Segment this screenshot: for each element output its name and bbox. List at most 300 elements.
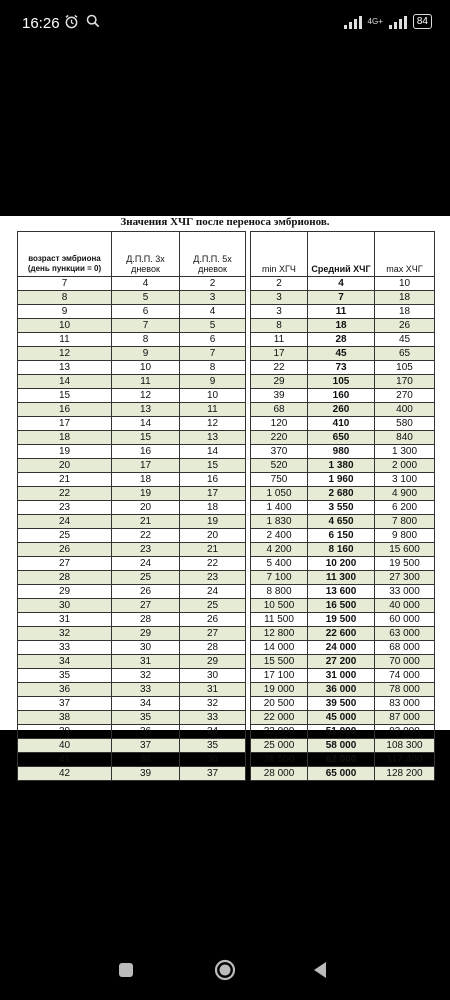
min-hcg-cell: 12 800: [251, 627, 308, 641]
alarm-icon: [64, 14, 79, 33]
avg-hcg-cell: 10 200: [308, 557, 375, 571]
dpp3-cell: 32: [112, 669, 180, 683]
dpp5-cell: 12: [180, 417, 246, 431]
dpp5-cell: 16: [180, 473, 246, 487]
max-hcg-cell: 128 200: [375, 767, 435, 781]
age-cell: 23: [18, 501, 112, 515]
table-row: [18, 417, 246, 431]
min-hcg-cell: 19 000: [251, 683, 308, 697]
table-row: [18, 361, 246, 375]
max-hcg-cell: 63 000: [375, 627, 435, 641]
table-row: [18, 389, 246, 403]
min-hcg-cell: 3: [251, 305, 308, 319]
min-hcg-cell: 1 400: [251, 501, 308, 515]
age-cell: 20: [18, 459, 112, 473]
age-cell: 31: [18, 613, 112, 627]
home-icon: [214, 959, 236, 981]
avg-hcg-cell: 36 000: [308, 683, 375, 697]
avg-hcg-cell: 27 200: [308, 655, 375, 669]
dpp5-cell: 14: [180, 445, 246, 459]
search-icon: [86, 14, 100, 32]
age-cell: 40: [18, 739, 112, 753]
dpp5-cell: 17: [180, 487, 246, 501]
table-row: [251, 613, 435, 627]
table-row: [18, 599, 246, 613]
dpp5-cell: 15: [180, 459, 246, 473]
max-hcg-cell: 9 800: [375, 529, 435, 543]
dpp3-cell: 35: [112, 711, 180, 725]
age-cell: 12: [18, 347, 112, 361]
dpp3-cell: 26: [112, 585, 180, 599]
age-cell: 10: [18, 319, 112, 333]
min-hcg-cell: 20 500: [251, 697, 308, 711]
battery-level: 84: [413, 14, 432, 29]
dpp3-cell: 31: [112, 655, 180, 669]
table-row: [18, 697, 246, 711]
max-hcg-cell: 6 200: [375, 501, 435, 515]
avg-hcg-cell: 28: [308, 333, 375, 347]
max-hcg-cell: 40 000: [375, 599, 435, 613]
signal-icon: [344, 15, 362, 29]
table-row: [251, 277, 435, 291]
avg-hcg-cell: 11: [308, 305, 375, 319]
max-hcg-cell: 1 300: [375, 445, 435, 459]
age-cell: 18: [18, 431, 112, 445]
dpp3-cell: 10: [112, 361, 180, 375]
age-cell: 11: [18, 333, 112, 347]
table-row: [18, 277, 246, 291]
home-button[interactable]: [211, 956, 239, 984]
dpp3-cell: 15: [112, 431, 180, 445]
dpp3-cell: 25: [112, 571, 180, 585]
dpp3-cell: 17: [112, 459, 180, 473]
dpp3-cell: 4: [112, 277, 180, 291]
dpp3-cell: 30: [112, 641, 180, 655]
max-hcg-cell: 15 600: [375, 543, 435, 557]
status-icons: [344, 14, 432, 29]
dpp3-cell: 5: [112, 291, 180, 305]
table-row: [18, 431, 246, 445]
max-hcg-cell: 170: [375, 375, 435, 389]
table-row: [251, 305, 435, 319]
dpp5-cell: 5: [180, 319, 246, 333]
table-row: [18, 739, 246, 753]
age-cell: 17: [18, 417, 112, 431]
min-hcg-cell: 2: [251, 277, 308, 291]
avg-hcg-cell: 7: [308, 291, 375, 305]
avg-hcg-cell: 4: [308, 277, 375, 291]
table-row: [251, 473, 435, 487]
status-bar: [0, 0, 450, 48]
avg-hcg-cell: 51 000: [308, 725, 375, 739]
max-hcg-cell: 2 000: [375, 459, 435, 473]
dpp3-cell: 20: [112, 501, 180, 515]
table-row: [18, 333, 246, 347]
table-row: [18, 767, 246, 781]
max-hcg-cell: 87 000: [375, 711, 435, 725]
avg-hcg-cell: 3 550: [308, 501, 375, 515]
max-hcg-cell: 7 800: [375, 515, 435, 529]
dpp5-cell: 24: [180, 585, 246, 599]
dpp5-cell: 28: [180, 641, 246, 655]
age-cell: 36: [18, 683, 112, 697]
max-hcg-cell: 65: [375, 347, 435, 361]
dpp5-cell: 20: [180, 529, 246, 543]
dpp5-cell: 23: [180, 571, 246, 585]
min-hcg-cell: 370: [251, 445, 308, 459]
table-row: [18, 487, 246, 501]
table-row: [18, 501, 246, 515]
table-row: [18, 557, 246, 571]
dpp3-cell: 23: [112, 543, 180, 557]
document-title: Значения ХЧГ после переноса эмбрионов.: [120, 216, 330, 228]
min-hcg-cell: 120: [251, 417, 308, 431]
table-row: [18, 305, 246, 319]
dpp5-cell: 7: [180, 347, 246, 361]
dpp5-cell: 31: [180, 683, 246, 697]
header-min: min ХГЧ: [251, 232, 308, 277]
avg-hcg-cell: 8 160: [308, 543, 375, 557]
table-row: [18, 683, 246, 697]
age-cell: 8: [18, 291, 112, 305]
max-hcg-cell: 840: [375, 431, 435, 445]
dpp5-cell: 27: [180, 627, 246, 641]
avg-hcg-cell: 4 650: [308, 515, 375, 529]
dpp5-cell: 9: [180, 375, 246, 389]
dpp3-cell: 6: [112, 305, 180, 319]
table-header-row: [18, 232, 246, 277]
dpp3-cell: 14: [112, 417, 180, 431]
min-hcg-cell: 220: [251, 431, 308, 445]
dpp3-cell: 22: [112, 529, 180, 543]
table-row: [251, 543, 435, 557]
avg-hcg-cell: 65 000: [308, 767, 375, 781]
dpp3-cell: 8: [112, 333, 180, 347]
avg-hcg-cell: 410: [308, 417, 375, 431]
status-time: 16:26: [22, 15, 60, 32]
age-cell: 37: [18, 697, 112, 711]
age-cell: 24: [18, 515, 112, 529]
table-row: [18, 291, 246, 305]
dpp5-cell: 33: [180, 711, 246, 725]
min-hcg-cell: 11: [251, 333, 308, 347]
age-cell: 41: [18, 753, 112, 767]
table-row: [251, 753, 435, 767]
min-hcg-cell: 750: [251, 473, 308, 487]
age-cell: 16: [18, 403, 112, 417]
table-row: [18, 613, 246, 627]
min-hcg-cell: 1 830: [251, 515, 308, 529]
max-hcg-cell: 400: [375, 403, 435, 417]
age-cell: 38: [18, 711, 112, 725]
age-cell: 7: [18, 277, 112, 291]
dpp5-cell: 25: [180, 599, 246, 613]
min-hcg-cell: 28 000: [251, 767, 308, 781]
table-row: [251, 655, 435, 669]
dpp5-cell: 30: [180, 669, 246, 683]
table-row: [18, 459, 246, 473]
back-button[interactable]: [306, 956, 334, 984]
min-hcg-cell: 520: [251, 459, 308, 473]
age-cell: 13: [18, 361, 112, 375]
table-row: [251, 333, 435, 347]
max-hcg-cell: 270: [375, 389, 435, 403]
dpp5-cell: 4: [180, 305, 246, 319]
min-hcg-cell: 68: [251, 403, 308, 417]
age-cell: 29: [18, 585, 112, 599]
table-row: [251, 529, 435, 543]
dpp3-cell: 34: [112, 697, 180, 711]
max-hcg-cell: 19 500: [375, 557, 435, 571]
min-hcg-cell: 29: [251, 375, 308, 389]
avg-hcg-cell: 160: [308, 389, 375, 403]
max-hcg-cell: 4 900: [375, 487, 435, 501]
dpp5-cell: 22: [180, 557, 246, 571]
navigation-bar: [0, 940, 450, 1000]
header-dpp3: Д.П.П. 3х дневок: [112, 232, 180, 277]
dpp5-cell: 2: [180, 277, 246, 291]
dpp3-cell: 27: [112, 599, 180, 613]
avg-hcg-cell: 105: [308, 375, 375, 389]
max-hcg-cell: 33 000: [375, 585, 435, 599]
age-cell: 15: [18, 389, 112, 403]
dpp3-cell: 18: [112, 473, 180, 487]
age-cell: 14: [18, 375, 112, 389]
table-row: [251, 585, 435, 599]
dpp3-cell: 12: [112, 389, 180, 403]
max-hcg-cell: 26: [375, 319, 435, 333]
dpp3-cell: 7: [112, 319, 180, 333]
max-hcg-cell: 68 000: [375, 641, 435, 655]
age-cell: 42: [18, 767, 112, 781]
table-row: [251, 571, 435, 585]
max-hcg-cell: 60 000: [375, 613, 435, 627]
avg-hcg-cell: 2 680: [308, 487, 375, 501]
avg-hcg-cell: 22 600: [308, 627, 375, 641]
min-hcg-cell: 26 500: [251, 753, 308, 767]
table-row: [251, 711, 435, 725]
age-cell: 9: [18, 305, 112, 319]
min-hcg-cell: 22 000: [251, 711, 308, 725]
table-row: [251, 739, 435, 753]
header-avg: Средний ХЧГ: [308, 232, 375, 277]
dpp3-cell: 11: [112, 375, 180, 389]
table-row: [251, 683, 435, 697]
avg-hcg-cell: 73: [308, 361, 375, 375]
avg-hcg-cell: 650: [308, 431, 375, 445]
table-row: [251, 291, 435, 305]
avg-hcg-cell: 58 000: [308, 739, 375, 753]
table-row: [18, 585, 246, 599]
min-hcg-cell: 39: [251, 389, 308, 403]
table-row: [18, 711, 246, 725]
table-row: [251, 767, 435, 781]
header-dpp5: Д.П.П. 5х дневок: [180, 232, 246, 277]
dpp3-cell: 24: [112, 557, 180, 571]
min-hcg-cell: 10 500: [251, 599, 308, 613]
table-row: [251, 459, 435, 473]
age-cell: 27: [18, 557, 112, 571]
max-hcg-cell: 70 000: [375, 655, 435, 669]
dpp3-cell: 38: [112, 753, 180, 767]
dpp3-cell: 28: [112, 613, 180, 627]
max-hcg-cell: 10: [375, 277, 435, 291]
min-hcg-cell: 3: [251, 291, 308, 305]
header-max: max ХЧГ: [375, 232, 435, 277]
table-row: [251, 361, 435, 375]
back-icon: [312, 961, 328, 979]
table-row: [18, 571, 246, 585]
min-hcg-cell: 22: [251, 361, 308, 375]
avg-hcg-cell: 13 600: [308, 585, 375, 599]
avg-hcg-cell: 18: [308, 319, 375, 333]
hcg-values-table: [250, 231, 435, 781]
table-row: [251, 403, 435, 417]
dpp3-cell: 39: [112, 767, 180, 781]
age-cell: 21: [18, 473, 112, 487]
dpp3-cell: 37: [112, 739, 180, 753]
avg-hcg-cell: 39 500: [308, 697, 375, 711]
min-hcg-cell: 2 400: [251, 529, 308, 543]
table-row: [18, 319, 246, 333]
table-row: [251, 347, 435, 361]
table-row: [251, 487, 435, 501]
age-cell: 39: [18, 725, 112, 739]
network-type: 4G+: [367, 16, 383, 26]
signal-icon-2: [389, 15, 407, 29]
dpp3-cell: 13: [112, 403, 180, 417]
min-hcg-cell: 7 100: [251, 571, 308, 585]
table-row: [18, 543, 246, 557]
dpp5-cell: 8: [180, 361, 246, 375]
dpp5-cell: 34: [180, 725, 246, 739]
embryo-day-table: [17, 231, 246, 781]
dpp5-cell: 13: [180, 431, 246, 445]
max-hcg-cell: 3 100: [375, 473, 435, 487]
table-row: [251, 431, 435, 445]
avg-hcg-cell: 45: [308, 347, 375, 361]
max-hcg-cell: 108 300: [375, 739, 435, 753]
table-row: [18, 655, 246, 669]
table-row: [251, 389, 435, 403]
dpp5-cell: 3: [180, 291, 246, 305]
dpp5-cell: 26: [180, 613, 246, 627]
avg-hcg-cell: 19 500: [308, 613, 375, 627]
age-cell: 19: [18, 445, 112, 459]
table-row: [18, 529, 246, 543]
age-cell: 22: [18, 487, 112, 501]
table-row: [251, 627, 435, 641]
dpp5-cell: 36: [180, 753, 246, 767]
max-hcg-cell: 580: [375, 417, 435, 431]
dpp5-cell: 29: [180, 655, 246, 669]
table-row: [251, 501, 435, 515]
max-hcg-cell: 27 300: [375, 571, 435, 585]
table-row: [18, 669, 246, 683]
max-hcg-cell: 18: [375, 305, 435, 319]
table-row: [251, 669, 435, 683]
min-hcg-cell: 17: [251, 347, 308, 361]
dpp5-cell: 6: [180, 333, 246, 347]
table-row: [18, 515, 246, 529]
table-row: [251, 445, 435, 459]
table-row: [251, 515, 435, 529]
min-hcg-cell: 8 800: [251, 585, 308, 599]
age-cell: 28: [18, 571, 112, 585]
age-cell: 32: [18, 627, 112, 641]
dpp3-cell: 29: [112, 627, 180, 641]
dpp5-cell: 35: [180, 739, 246, 753]
table-row: [18, 473, 246, 487]
dpp5-cell: 37: [180, 767, 246, 781]
dpp5-cell: 32: [180, 697, 246, 711]
header-age: возраст эмбриона (день пункции = 0): [18, 232, 112, 277]
min-hcg-cell: 5 400: [251, 557, 308, 571]
max-hcg-cell: 78 000: [375, 683, 435, 697]
min-hcg-cell: 25 000: [251, 739, 308, 753]
table-row: [18, 375, 246, 389]
max-hcg-cell: 117 400: [375, 753, 435, 767]
table-row: [251, 417, 435, 431]
dpp3-cell: 33: [112, 683, 180, 697]
avg-hcg-cell: 260: [308, 403, 375, 417]
avg-hcg-cell: 16 500: [308, 599, 375, 613]
age-cell: 33: [18, 641, 112, 655]
max-hcg-cell: 105: [375, 361, 435, 375]
age-cell: 25: [18, 529, 112, 543]
table-row: [251, 599, 435, 613]
max-hcg-cell: 74 000: [375, 669, 435, 683]
avg-hcg-cell: 1 380: [308, 459, 375, 473]
min-hcg-cell: 23 000: [251, 725, 308, 739]
min-hcg-cell: 11 500: [251, 613, 308, 627]
table-row: [251, 557, 435, 571]
dpp5-cell: 19: [180, 515, 246, 529]
table-row: [18, 347, 246, 361]
dpp5-cell: 10: [180, 389, 246, 403]
table-row: [18, 753, 246, 767]
dpp3-cell: 21: [112, 515, 180, 529]
recents-button[interactable]: [112, 956, 140, 984]
avg-hcg-cell: 45 000: [308, 711, 375, 725]
age-cell: 30: [18, 599, 112, 613]
table-row: [251, 319, 435, 333]
age-cell: 34: [18, 655, 112, 669]
document-image: [0, 216, 450, 779]
max-hcg-cell: 83 000: [375, 697, 435, 711]
min-hcg-cell: 17 100: [251, 669, 308, 683]
dpp3-cell: 19: [112, 487, 180, 501]
age-cell: 35: [18, 669, 112, 683]
dpp5-cell: 18: [180, 501, 246, 515]
max-hcg-cell: 45: [375, 333, 435, 347]
avg-hcg-cell: 980: [308, 445, 375, 459]
table-row: [18, 445, 246, 459]
dpp3-cell: 36: [112, 725, 180, 739]
table-header-row: [251, 232, 435, 277]
table-row: [18, 627, 246, 641]
min-hcg-cell: 1 050: [251, 487, 308, 501]
min-hcg-cell: 15 500: [251, 655, 308, 669]
table-row: [18, 641, 246, 655]
table-row: [251, 375, 435, 389]
table-row: [18, 403, 246, 417]
dpp3-cell: 9: [112, 347, 180, 361]
table-row: [18, 725, 246, 739]
table-row: [251, 697, 435, 711]
age-cell: 26: [18, 543, 112, 557]
min-hcg-cell: 4 200: [251, 543, 308, 557]
